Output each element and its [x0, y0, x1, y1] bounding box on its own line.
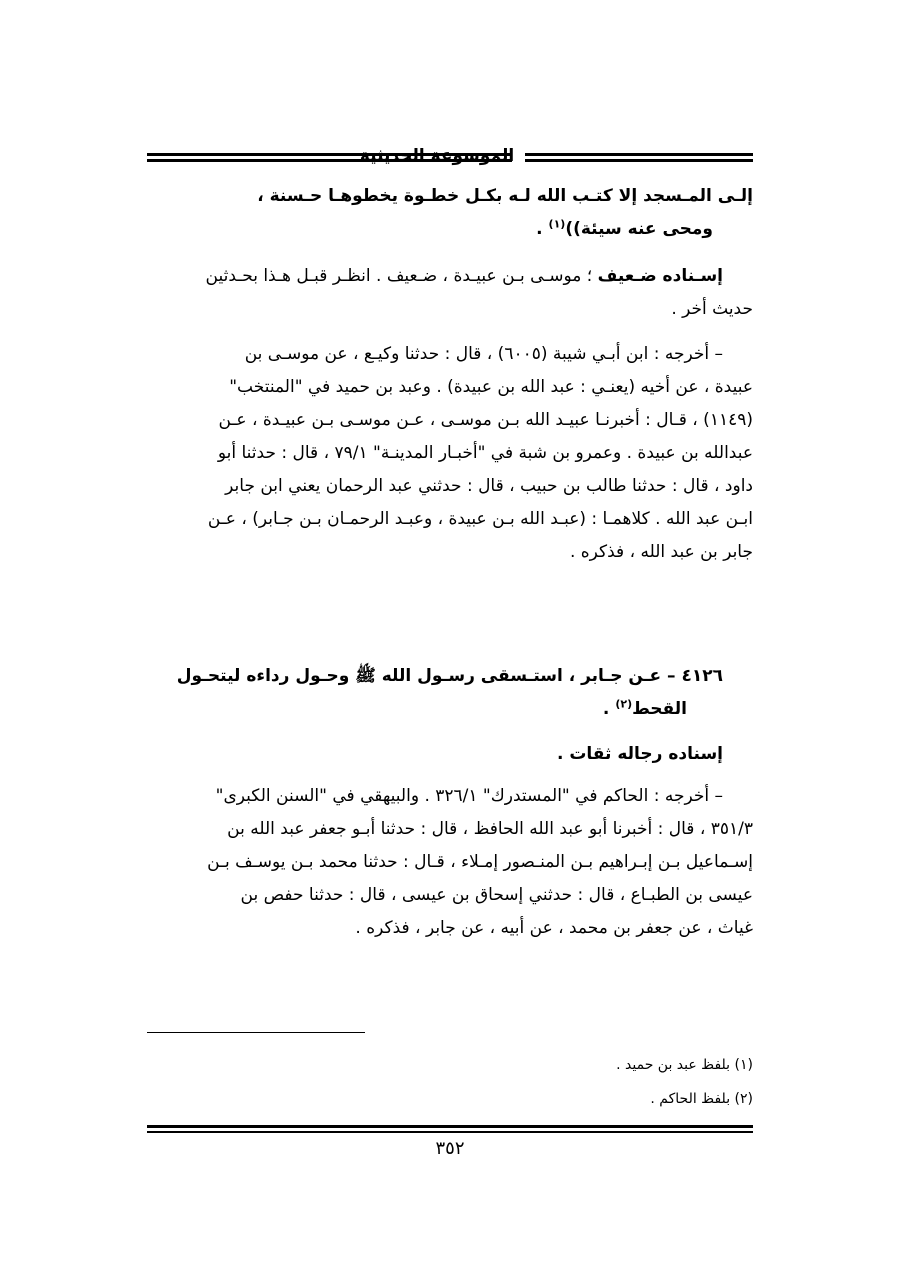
takhrij-paragraph-2 — [147, 780, 753, 945]
footer-rule — [147, 1125, 753, 1133]
header-rule-left — [147, 153, 512, 162]
hadith-line — [147, 693, 753, 726]
takhrij-line: داود ، قال : حدثنا طالب بن حبيب ، قال : حدثني عبد الرحمان يعني ابن جابر — [225, 476, 753, 496]
header-title: الموسوعة الحديثية — [359, 146, 515, 166]
isnad-line: إسناده رجاله ثقات . — [556, 744, 723, 764]
takhrij-line: جابر بن عبد الله ، فذكره . — [569, 542, 753, 562]
hadith-line — [147, 213, 753, 246]
hadith-4126 — [147, 660, 753, 726]
footnote-separator — [147, 1032, 365, 1033]
takhrij-line: إسـماعيل بـن إبـراهيم بـن المنـصور إمـلاء ، قـال : حدثنا محمد بـن يوسـف بـن — [207, 852, 753, 872]
takhrij-line: عيسى بن الطبـاع ، قال : حدثني إسحاق بن عيسى ، قال : حدثنا حفص بن — [240, 885, 753, 905]
running-header — [147, 143, 753, 171]
takhrij-line: ابـن عبد الله . كلاهمـا : (عبـد الله بـن عبيدة ، وعبـد الرحمـان بـن جـابر) ، عـن — [207, 509, 753, 529]
footnote: (١) بلفظ عبد بن حميد . — [616, 1057, 753, 1073]
footnote-ref: (٢) — [615, 697, 633, 711]
hadith-line: ٤١٢٦ – عـن جـابر ، استـسقى رسـول الله ﷺ وحـول رداءه ليتحـول — [176, 666, 723, 686]
takhrij-line: – أخرجه : ابن أبـي شيبة (٦٠٠٥) ، قال : حدثنا وكيـع ، عن موسـى بن — [244, 344, 723, 364]
document-page — [147, 0, 753, 1273]
takhrij-line: – أخرجه : الحاكم في "المستدرك" ٣٢٦/١ . والبيهقي في "السنن الكبرى" — [215, 786, 723, 806]
footnote: (٢) بلفظ الحاكم . — [650, 1091, 753, 1107]
hadith-line: إلـى المـسجد إلا كتـب الله لـه بكـل خطـوة يخطوهـا حـسنة ، — [257, 186, 753, 206]
takhrij-line: عبدالله بن عبيدة . وعمرو بن شبة في "أخبـار المدينـة" ٧٩/١ ، قال : حدثنا أبو — [217, 443, 753, 463]
footnote-ref: (١) — [548, 217, 566, 231]
isnad-paragraph-2 — [147, 738, 753, 771]
takhrij-line: ٣٥١/٣ ، قال : أخبرنا أبو عبد الله الحافظ ، قال : حدثنا أبـو جعفر عبد الله بن — [227, 819, 753, 839]
hadith-text: . — [536, 219, 549, 239]
isnad-paragraph — [147, 260, 753, 326]
isnad-line — [147, 260, 753, 293]
takhrij-paragraph — [147, 338, 753, 569]
takhrij-line: عبيدة ، عن أخيه (يعنـي : عبد الله بن عبيدة) . وعبد بن حميد في "المنتخب" — [229, 377, 753, 397]
hadith-text: القحط — [632, 699, 687, 719]
hadith-text: . — [602, 699, 616, 719]
isnad-line: حديث أخر . — [671, 299, 753, 319]
header-rule-right — [525, 153, 753, 162]
hadith-continuation — [147, 180, 753, 246]
takhrij-line: (١١٤٩) ، قـال : أخبرنـا عبيـد الله بـن موسـى ، عـن موسـى بـن عبيـدة ، عـن — [218, 410, 753, 430]
hadith-text: ومحى عنه سيئة)) — [565, 219, 713, 239]
isnad-grade: إسـناده ضـعيف — [597, 266, 723, 286]
takhrij-line: غياث ، عن جعفر بن محمد ، عن أبيه ، عن جابر ، فذكره . — [355, 918, 753, 938]
page-number: ٣٥٢ — [435, 1138, 465, 1159]
isnad-text: ؛ موسـى بـن عبيـدة ، ضـعيف . انظـر قبـل هـذا بحـدثين — [205, 266, 598, 286]
